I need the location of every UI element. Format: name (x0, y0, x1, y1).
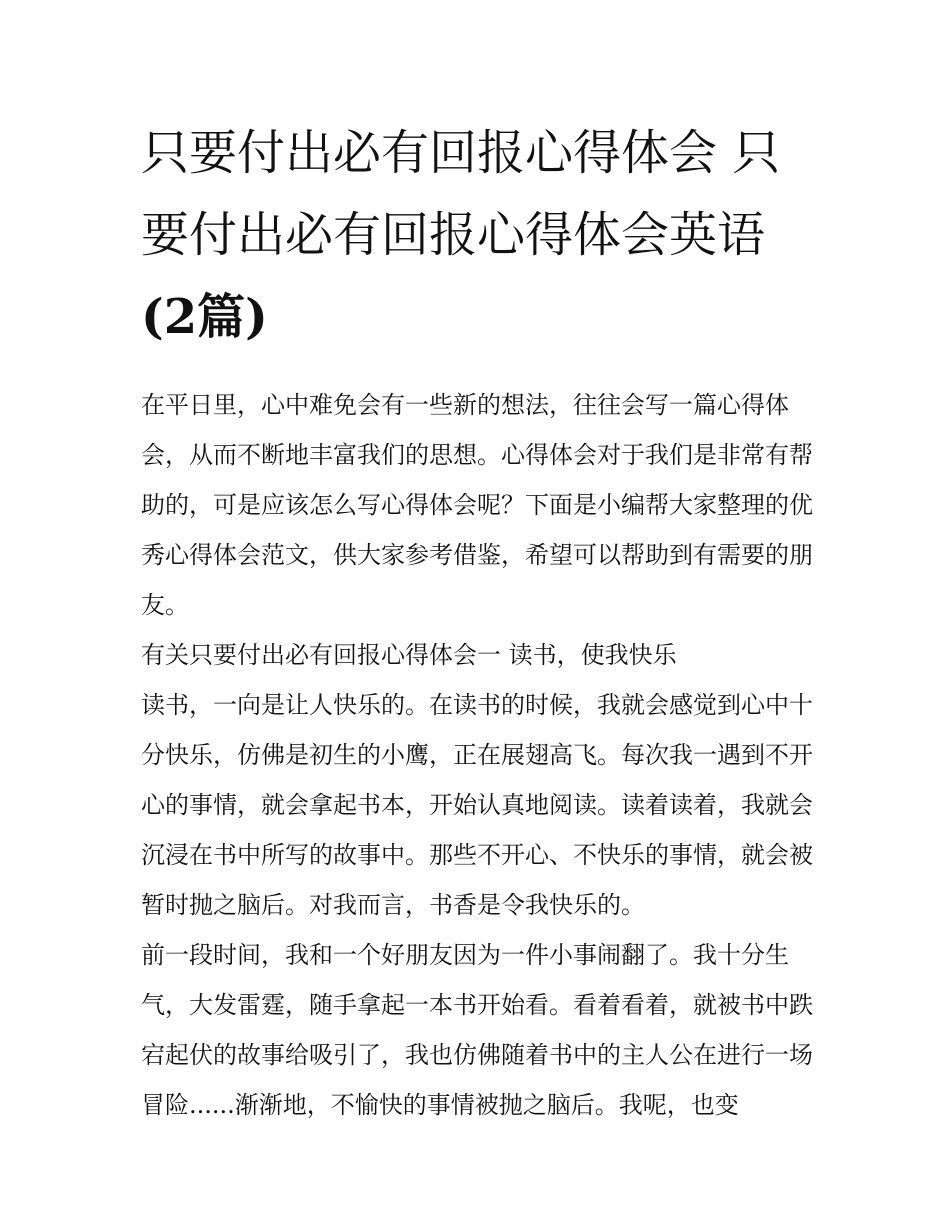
document-page (141, 112, 821, 1130)
intro-paragraph: 在平日里，心中难免会有一些新的想法，往往会写一篇心得体会，从而不断地丰富我们的思想。心得体会对于我们是非常有帮助的，可是应该怎么写心得体会呢？下面是小编帮大家整理的优秀心得体会范文，供大家参考借鉴，希望可以帮助到有需要的朋友。 (141, 391, 813, 619)
title-main: 只要付出必有回报心得体会 只要付出必有回报心得体会英语 (141, 125, 781, 263)
document-title (141, 112, 821, 358)
section-heading-1: 有关只要付出必有回报心得体会一 读书，使我快乐 (141, 641, 677, 669)
document-body (141, 380, 821, 1130)
body-paragraph-2: 前一段时间，我和一个好朋友因为一件小事闹翻了。我十分生气，大发雷霆，随手拿起一本书开始看。看着看着，就被书中跌宕起伏的故事给吸引了，我也仿佛随着书中的主人公在进行一场冒险......渐渐地，不愉快的事情被抛之脑后。我呢，也变 (141, 941, 813, 1119)
body-paragraph-1: 读书，一向是让人快乐的。在读书的时候，我就会感觉到心中十分快乐，仿佛是初生的小鹰，正在展翅高飞。每次我一遇到不开心的事情，就会拿起书本，开始认真地阅读。读着读着，我就会沉浸在书中所写的故事中。那些不开心、不快乐的事情，就会被暂时抛之脑后。对我而言，书香是令我快乐的。 (141, 691, 813, 919)
title-count: (2篇) (141, 289, 268, 345)
